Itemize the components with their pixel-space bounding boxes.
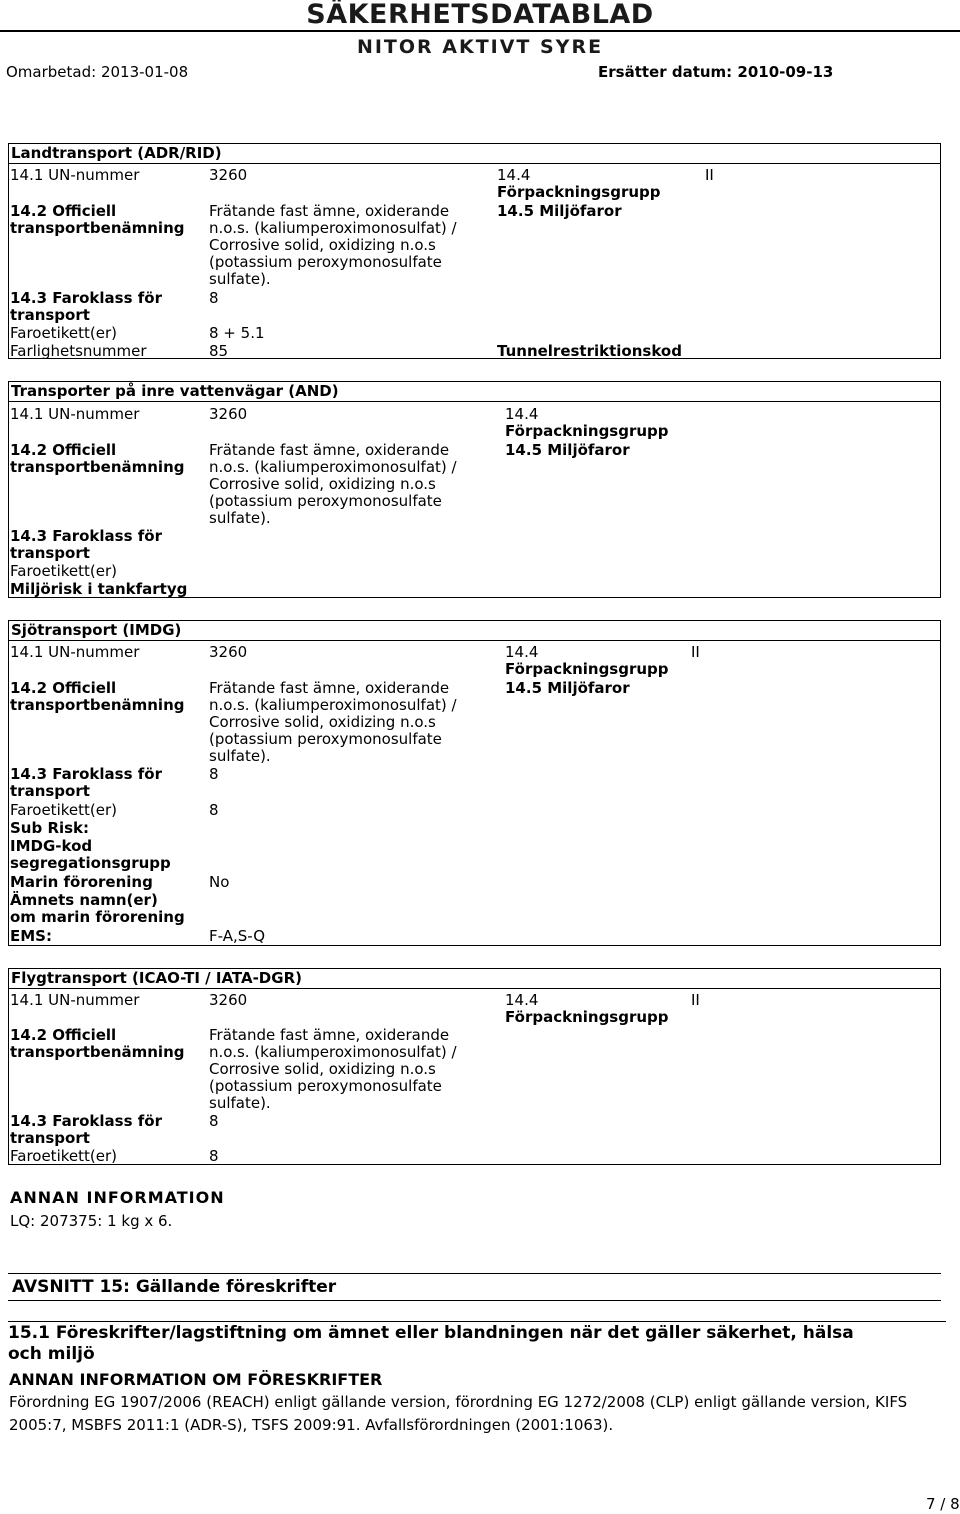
iata-name-label-1: 14.2 Officiell xyxy=(10,1026,117,1044)
section15-bottom-rule xyxy=(8,1300,941,1301)
regulatory-text-1: Förordning EG 1907/2006 (REACH) enligt gällande version, förordning EG 1272/2008 (CLP) enligt gällande version, KIFS xyxy=(9,1393,908,1411)
imdg-name-line-2: n.o.s. (kaliumperoximonosulfat) / xyxy=(209,696,457,714)
adr-section xyxy=(8,143,941,359)
imdg-name-line-3: Corrosive solid, oxidizing n.o.s xyxy=(209,713,436,731)
and-name-line-3: Corrosive solid, oxidizing n.o.s xyxy=(209,475,436,493)
adr-name-line-1: Frätande fast ämne, oxiderande xyxy=(209,202,450,220)
iata-un-label: 14.1 UN-nummer xyxy=(10,991,140,1009)
iata-un-value: 3260 xyxy=(209,991,248,1009)
iata-labels-label: Faroetikett(er) xyxy=(10,1147,117,1165)
imdg-class-value: 8 xyxy=(209,765,219,783)
iata-name-line-2: n.o.s. (kaliumperoximonosulfat) / xyxy=(209,1043,457,1061)
adr-name-label-2: transportbenämning xyxy=(10,219,185,237)
imdg-name-label-2: transportbenämning xyxy=(10,696,185,714)
imdg-name-label-1: 14.2 Officiell xyxy=(10,679,117,697)
imdg-substance-label-1: Ämnets namn(er) xyxy=(10,891,158,909)
iata-name-line-4: (potassium peroxymonosulfate xyxy=(209,1077,442,1095)
replaces-date: Ersätter datum: 2010-09-13 xyxy=(598,63,834,81)
product-name: NITOR AKTIVT SYRE xyxy=(356,36,604,58)
imdg-name-line-4: (potassium peroxymonosulfate xyxy=(209,730,442,748)
iata-labels-value: 8 xyxy=(209,1147,219,1165)
imdg-ems-label: EMS: xyxy=(10,927,52,945)
imdg-section xyxy=(8,620,941,946)
adr-labels-value: 8 + 5.1 xyxy=(209,324,265,342)
iata-name-line-5: sulfate). xyxy=(209,1094,271,1112)
section15-sub-2: och miljö xyxy=(8,1344,95,1364)
imdg-heading: Sjötransport (IMDG) xyxy=(9,621,940,641)
and-heading: Transporter på inre vattenvägar (AND) xyxy=(9,382,940,402)
revised-date: Omarbetad: 2013-01-08 xyxy=(6,63,189,81)
header-divider xyxy=(0,30,960,32)
imdg-pg-value: II xyxy=(691,643,700,661)
adr-name-label-1: 14.2 Officiell xyxy=(10,202,117,220)
imdg-class-label-2: transport xyxy=(10,782,90,800)
imdg-name-line-1: Frätande fast ämne, oxiderande xyxy=(209,679,450,697)
document-title: SÄKERHETSDATABLAD xyxy=(306,0,654,30)
imdg-un-value: 3260 xyxy=(209,643,248,661)
and-pg-label-1: 14.4 xyxy=(505,405,539,423)
iata-section xyxy=(8,968,941,1165)
imdg-labels-value: 8 xyxy=(209,801,219,819)
adr-pg-label-1: 14.4 xyxy=(497,166,531,184)
adr-class-value: 8 xyxy=(209,289,219,307)
section15-sub-1: 15.1 Föreskrifter/lagstiftning om ämnet eller blandningen när det gäller säkerhet, hälsa xyxy=(8,1323,854,1343)
imdg-ems-value: F-A,S-Q xyxy=(209,927,266,945)
adr-class-label-2: transport xyxy=(10,306,90,324)
adr-name-line-3: Corrosive solid, oxidizing n.o.s xyxy=(209,236,436,254)
iata-name-label-2: transportbenämning xyxy=(10,1043,185,1061)
and-name-line-4: (potassium peroxymonosulfate xyxy=(209,492,442,510)
page-number: 7 / 8 xyxy=(926,1495,960,1513)
adr-un-label: 14.1 UN-nummer xyxy=(10,166,140,184)
section15-top-rule xyxy=(8,1273,941,1274)
and-name-line-5: sulfate). xyxy=(209,509,271,527)
adr-labels-label: Faroetikett(er) xyxy=(10,324,117,342)
and-env-label: 14.5 Miljöfaror xyxy=(505,441,630,459)
adr-un-value: 3260 xyxy=(209,166,248,184)
adr-hazard-label: Farlighetsnummer xyxy=(10,342,147,360)
and-class-label-2: transport xyxy=(10,544,90,562)
imdg-marine-value: No xyxy=(209,873,230,891)
regulatory-info-heading: ANNAN INFORMATION OM FÖRESKRIFTER xyxy=(9,1370,383,1389)
imdg-env-label: 14.5 Miljöfaror xyxy=(505,679,630,697)
iata-pg-label-2: Förpackningsgrupp xyxy=(505,1008,669,1026)
and-un-label: 14.1 UN-nummer xyxy=(10,405,140,423)
adr-pg-value: II xyxy=(705,166,714,184)
and-labels-label: Faroetikett(er) xyxy=(10,562,117,580)
and-tank-label: Miljörisk i tankfartyg xyxy=(10,580,188,598)
imdg-name-line-5: sulfate). xyxy=(209,747,271,765)
and-name-label-1: 14.2 Officiell xyxy=(10,441,117,459)
adr-name-line-5: sulfate). xyxy=(209,270,271,288)
imdg-labels-label: Faroetikett(er) xyxy=(10,801,117,819)
imdg-pg-label-1: 14.4 xyxy=(505,643,539,661)
regulatory-text-2: 2005:7, MSBFS 2011:1 (ADR-S), TSFS 2009:91. Avfallsförordningen (2001:1063). xyxy=(9,1416,614,1434)
adr-pg-label-2: Förpackningsgrupp xyxy=(497,183,661,201)
imdg-pg-label-2: Förpackningsgrupp xyxy=(505,660,669,678)
iata-pg-label-1: 14.4 xyxy=(505,991,539,1009)
and-name-line-1: Frätande fast ämne, oxiderande xyxy=(209,441,450,459)
imdg-seg-label-2: segregationsgrupp xyxy=(10,854,171,872)
adr-tunnel-label: Tunnelrestriktionskod xyxy=(497,342,682,360)
and-pg-label-2: Förpackningsgrupp xyxy=(505,422,669,440)
adr-class-label-1: 14.3 Faroklass för xyxy=(10,289,162,307)
imdg-seg-label-1: IMDG-kod xyxy=(10,837,93,855)
other-info-lq: LQ: 207375: 1 kg x 6. xyxy=(10,1212,173,1230)
iata-class-label-2: transport xyxy=(10,1129,90,1147)
imdg-substance-label-2: om marin förorening xyxy=(10,908,185,926)
section15-sub-rule xyxy=(8,1321,946,1322)
iata-pg-value: II xyxy=(691,991,700,1009)
section15-heading: AVSNITT 15: Gällande föreskrifter xyxy=(12,1277,337,1297)
and-name-line-2: n.o.s. (kaliumperoximonosulfat) / xyxy=(209,458,457,476)
imdg-un-label: 14.1 UN-nummer xyxy=(10,643,140,661)
iata-class-label-1: 14.3 Faroklass för xyxy=(10,1112,162,1130)
iata-heading: Flygtransport (ICAO-TI / IATA-DGR) xyxy=(9,969,940,989)
adr-hazard-value: 85 xyxy=(209,342,229,360)
adr-heading: Landtransport (ADR/RID) xyxy=(9,144,940,164)
imdg-class-label-1: 14.3 Faroklass för xyxy=(10,765,162,783)
iata-name-line-3: Corrosive solid, oxidizing n.o.s xyxy=(209,1060,436,1078)
imdg-marine-label: Marin förorening xyxy=(10,873,153,891)
other-info-heading: ANNAN INFORMATION xyxy=(10,1188,225,1207)
adr-env-label: 14.5 Miljöfaror xyxy=(497,202,622,220)
and-un-value: 3260 xyxy=(209,405,248,423)
imdg-subrisk-label: Sub Risk: xyxy=(10,819,90,837)
and-class-label-1: 14.3 Faroklass för xyxy=(10,527,162,545)
iata-name-line-1: Frätande fast ämne, oxiderande xyxy=(209,1026,450,1044)
and-name-label-2: transportbenämning xyxy=(10,458,185,476)
iata-class-value: 8 xyxy=(209,1112,219,1130)
and-section xyxy=(8,381,941,598)
adr-name-line-2: n.o.s. (kaliumperoximonosulfat) / xyxy=(209,219,457,237)
adr-name-line-4: (potassium peroxymonosulfate xyxy=(209,253,442,271)
